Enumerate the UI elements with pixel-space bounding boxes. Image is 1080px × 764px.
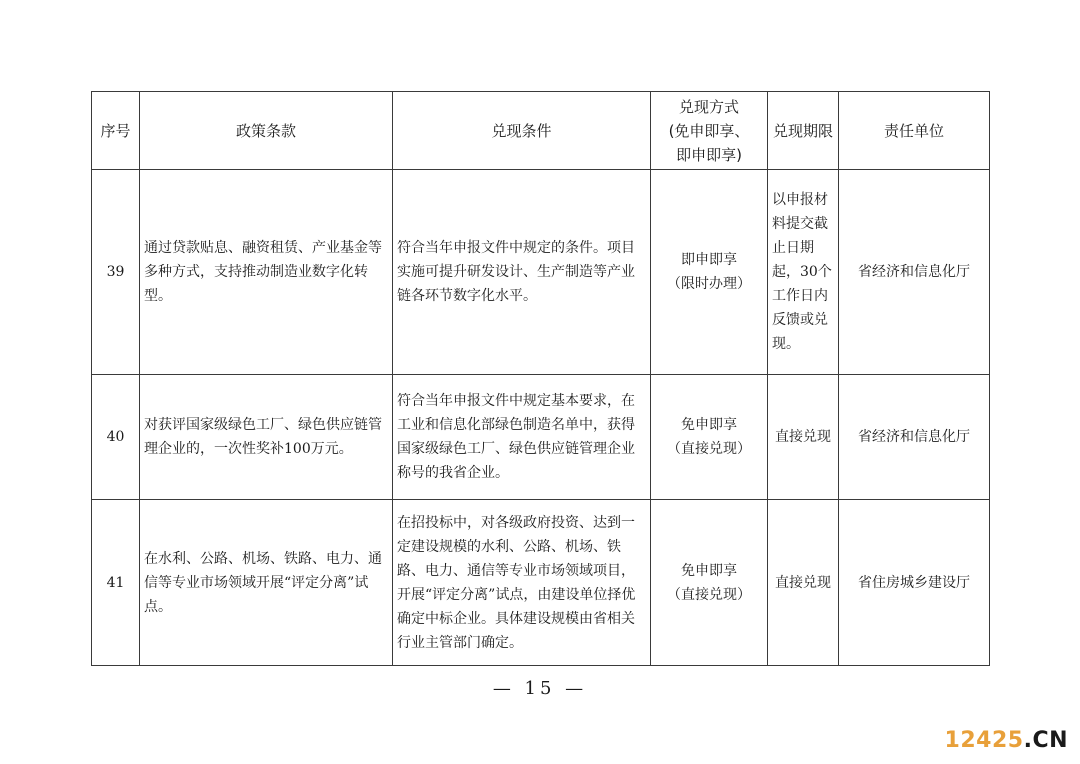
table-row bbox=[92, 375, 990, 500]
header-index: 序号 bbox=[92, 92, 140, 170]
policy-table bbox=[91, 91, 990, 666]
table-row bbox=[92, 500, 990, 666]
row-conditions: 在招投标中，对各级政府投资、达到一定建设规模的水利、公路、机场、铁路、电力、通信等专业市场领域项目，开展“评定分离”试点，由建设单位择优确定中标企业。具体建设规模由省相关行业主管部门确定。 bbox=[393, 500, 651, 666]
page-number: — 15 — bbox=[492, 678, 588, 699]
row-period: 直接兑现 bbox=[768, 375, 839, 500]
row-policy: 对获评国家级绿色工厂、绿色供应链管理企业的，一次性奖补100万元。 bbox=[140, 375, 393, 500]
row-method: 免申即享 （直接兑现） bbox=[651, 375, 768, 500]
row-conditions: 符合当年申报文件中规定基本要求，在工业和信息化部绿色制造名单中，获得国家级绿色工厂、绿色供应链管理企业称号的我省企业。 bbox=[393, 375, 651, 500]
header-policy: 政策条款 bbox=[140, 92, 393, 170]
site-watermark bbox=[945, 728, 1068, 753]
header-row bbox=[92, 92, 990, 170]
watermark-dot: . bbox=[1023, 728, 1033, 753]
watermark-digits: 12425 bbox=[944, 728, 1024, 753]
row-index: 39 bbox=[92, 170, 140, 375]
row-policy: 通过贷款贴息、融资租赁、产业基金等多种方式，支持推动制造业数字化转型。 bbox=[140, 170, 393, 375]
row-method: 免申即享 （直接兑现） bbox=[651, 500, 768, 666]
row-period: 以申报材料提交截止日期起，30个工作日内反馈或兑现。 bbox=[768, 170, 839, 375]
header-unit: 责任单位 bbox=[839, 92, 990, 170]
row-period: 直接兑现 bbox=[768, 500, 839, 666]
row-unit: 省住房城乡建设厅 bbox=[839, 500, 990, 666]
row-method: 即申即享 （限时办理） bbox=[651, 170, 768, 375]
watermark-tld: CN bbox=[1032, 728, 1068, 753]
header-period: 兑现期限 bbox=[768, 92, 839, 170]
header-conditions: 兑现条件 bbox=[393, 92, 651, 170]
table-row bbox=[92, 170, 990, 375]
row-unit: 省经济和信息化厅 bbox=[839, 170, 990, 375]
row-unit: 省经济和信息化厅 bbox=[839, 375, 990, 500]
header-method: 兑现方式 (免申即享、 即申即享) bbox=[651, 92, 768, 170]
row-policy: 在水利、公路、机场、铁路、电力、通信等专业市场领域开展“评定分离”试点。 bbox=[140, 500, 393, 666]
row-conditions: 符合当年申报文件中规定的条件。项目实施可提升研发设计、生产制造等产业链各环节数字化水平。 bbox=[393, 170, 651, 375]
row-index: 41 bbox=[92, 500, 140, 666]
row-index: 40 bbox=[92, 375, 140, 500]
